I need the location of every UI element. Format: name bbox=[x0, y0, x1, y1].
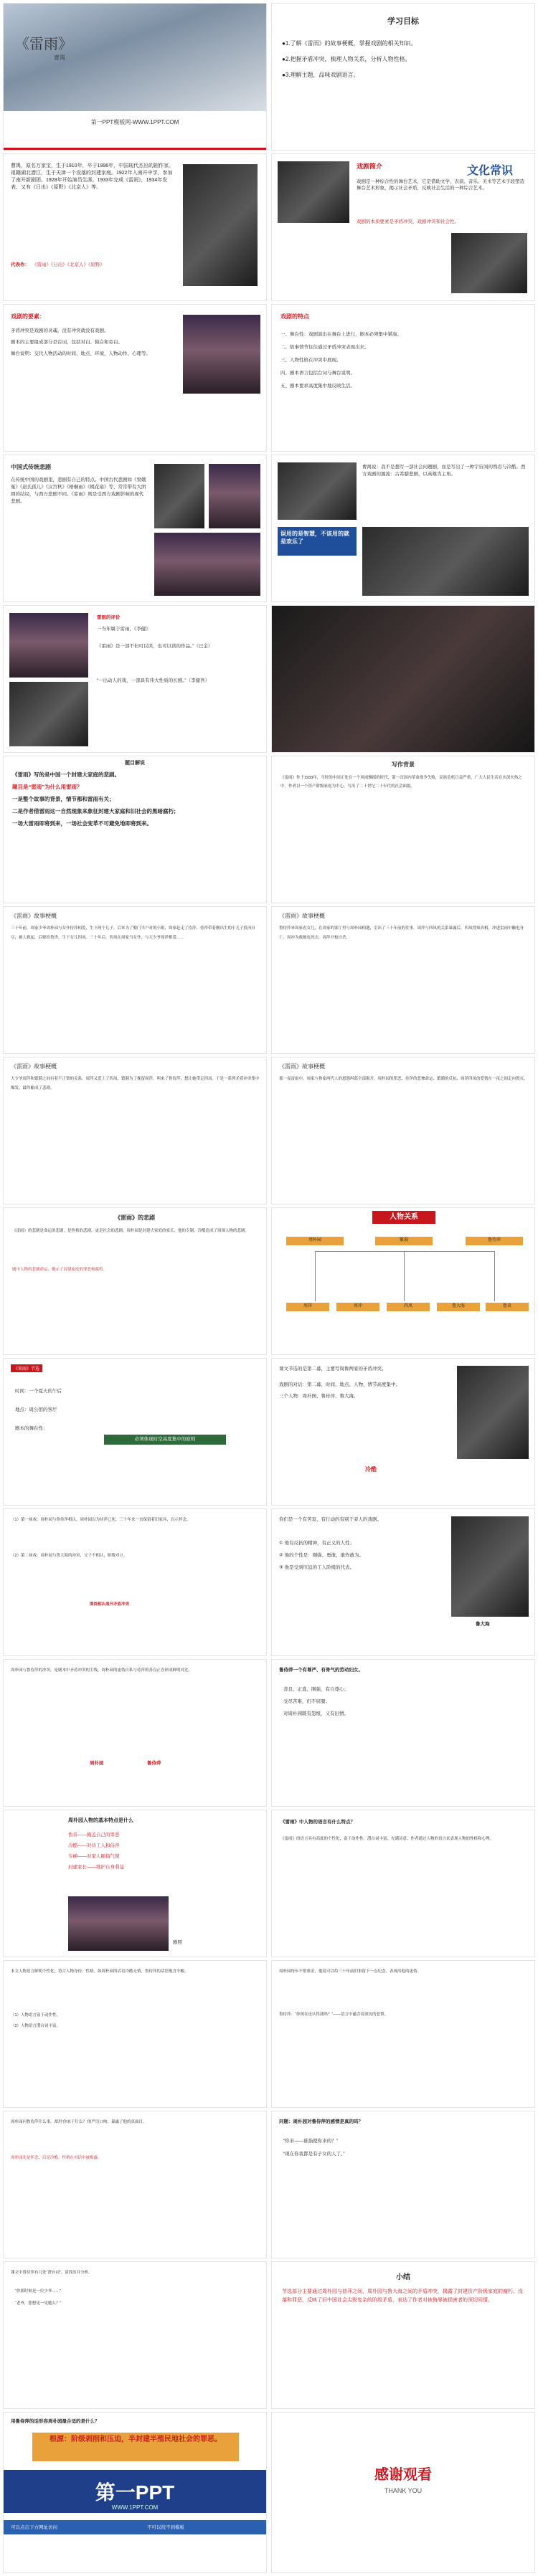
slide-excerpt bbox=[3, 1358, 267, 1506]
zhou-trait-1: 伪善——掩盖自己的罪恶 bbox=[68, 1833, 120, 1838]
lang-1-item-2: （2）人物语言潜台词丰富。 bbox=[11, 2024, 61, 2028]
slide-features bbox=[271, 304, 535, 452]
slide-summary bbox=[271, 2261, 535, 2409]
slide-subtext bbox=[3, 2261, 267, 2409]
zhou-trait-3: 专横——对家人颐指气使 bbox=[68, 1854, 120, 1859]
node-zhou: 周朴园 bbox=[286, 1237, 344, 1245]
element-item-2: 剧本的主要组成部分是台词，包括对白、独白和旁白。 bbox=[11, 340, 123, 345]
dahai-photo bbox=[451, 1516, 529, 1617]
plot-3-title: 《雷雨》故事梗概 bbox=[11, 1063, 57, 1070]
node-feng: 四凤 bbox=[387, 1303, 430, 1311]
slide-empty-photo bbox=[271, 605, 535, 753]
excerpt-tag: 《雷雨》节选 bbox=[11, 1364, 42, 1372]
zhou-stage-photo bbox=[68, 1896, 169, 1951]
lang-1-text: 本文人物语言鲜明个性化，符合人物身份、性格。如周朴园的话语冷酷无情，鲁侍萍的话语饱含辛酸。 bbox=[11, 1969, 189, 1974]
slide-western bbox=[271, 455, 535, 602]
plot-1-text: 三十年前，周家少爷周朴园与女仆侍萍相爱，生下两个儿子。后来为了娶门当户对的小姐，周家赶走了侍萍。侍萍带着刚出生的小儿子投河自尽，被人救起，后嫁给鲁贵，生下女儿四凤。三十年后，四凤在周家当女仆，与大少爷周萍相爱…… bbox=[11, 926, 256, 940]
rain-photo bbox=[4, 4, 267, 111]
slide-conflict-2 bbox=[3, 1659, 267, 1807]
author-intro: 曹禺，原名万家宝，生于1910年，卒于1996年，中国现代杰出的剧作家。祖籍湖北潜江，生于天津一个没落的封建家庭。1922年入南开中学，参加了南开新剧团。1928年开始演员生涯。1933年完成《雷雨》，1934年发表，又有《日出》《原野》《北京人》等。 bbox=[11, 163, 174, 190]
scene-line-2: 三个人物：周朴园、鲁侍萍、鲁大海。 bbox=[279, 1394, 359, 1399]
node-lu: 鲁侍萍 bbox=[466, 1237, 523, 1245]
thanks-text: 感谢观看 bbox=[374, 2467, 432, 2483]
conflict-2-text: 周朴园与鲁侍萍的冲突，是剧本中矛盾冲突的主线。周朴园的虚伪自私与侍萍的善良正直形成鲜明对比。 bbox=[11, 1668, 193, 1673]
slide-reviews bbox=[3, 605, 267, 753]
node-dahai: 鲁大海 bbox=[437, 1303, 480, 1311]
western-photo bbox=[278, 462, 357, 520]
culture-badge: 文化常识 bbox=[467, 165, 514, 177]
slide-lang-2 bbox=[271, 1960, 535, 2108]
feature-item-2: 二、故事情节往往通过矛盾冲突表现出来。 bbox=[280, 345, 369, 350]
slide-relations bbox=[271, 1207, 535, 1355]
works-label: 代表作： bbox=[11, 262, 29, 267]
tragedy-type-title: 中国式传统悲剧 bbox=[11, 464, 51, 470]
node-gui: 鲁贵 bbox=[486, 1303, 529, 1311]
root-answer: 根源：阶级剥削和压迫，半封建半殖民地社会的罪恶。 bbox=[32, 2433, 239, 2461]
dahai-label: 鲁大海 bbox=[476, 1622, 490, 1627]
slide-plot-1 bbox=[3, 906, 267, 1054]
plot-4-text: 那一夜雷雨中，周家与鲁家两代人的恩怨纠葛全部揭开。周朴园的罪恶、侍萍的悲惨命运、繁漪的反抗、周萍四凤的爱情在一夜之间走向毁灭。 bbox=[279, 1077, 528, 1081]
plot-1-title: 《雷雨》故事梗概 bbox=[11, 913, 57, 919]
review-quote-2: 《雷雨》是一部不但可以读，也可以读的作品。”（巴金） bbox=[97, 644, 213, 649]
lang-3-text: 周朴园问鲁侍萍什么事，却用‘你来干什么？’的严厉口吻，暴露了他的真面目。 bbox=[11, 2120, 147, 2124]
drama-intro-text: 戏剧是一种综合性的舞台艺术，它是借助文学、表演、音乐、美术等艺术手段塑造舞台艺术形象，揭示社会矛盾，反映社会生活的一种综合艺术。 bbox=[357, 179, 524, 191]
drama-stage-photo bbox=[183, 315, 260, 394]
zhou-trait-4: 封建家长——维护自身利益 bbox=[68, 1865, 124, 1870]
background-text: 《雷雨》作于1933年，当时的中国正处在一个风雨飘摇的时代，第一次国内革命战争失败，民族危机日益严重，广大人民生活在水深火热之中。作者以一个资产阶级家庭为中心，写出了二十世纪二十年代的社会面貌。 bbox=[280, 776, 522, 789]
author-name: 曹禺 bbox=[54, 54, 65, 61]
goal-3: ●3.理解主题，品味戏剧语言。 bbox=[282, 72, 359, 78]
scene-photo bbox=[457, 1366, 529, 1459]
slide-tragedy-type bbox=[3, 455, 267, 602]
slide-plot-3 bbox=[3, 1057, 267, 1204]
lang-2-text2: 鲁侍萍：“你现在还认得我吗？”——语言中蕴含着深沉的悲愤。 bbox=[279, 2012, 389, 2017]
elements-title: 戏剧的要素： bbox=[11, 313, 45, 320]
subtext-text: 课文中鲁侍萍有几处“潜台词”，请找出并分析。 bbox=[11, 2271, 93, 2275]
slide-lang-3 bbox=[3, 2111, 267, 2258]
drama-intro-title: 戏剧简介 bbox=[357, 163, 383, 170]
review-title: 雷雨的评价 bbox=[97, 615, 121, 620]
slide-tragedy bbox=[3, 1207, 267, 1355]
excerpt-principle: 必须体现时空高度集中的原则 bbox=[104, 1435, 226, 1445]
slide-language bbox=[271, 1810, 535, 1957]
slide-scene bbox=[271, 1358, 535, 1506]
shiping-item-1: 善良、正直、刚强，有自尊心； bbox=[283, 1687, 349, 1692]
element-item-1: 矛盾冲突是戏剧的灵魂，没有冲突就没有戏剧。 bbox=[11, 328, 109, 333]
background-title: 写作背景 bbox=[392, 761, 415, 768]
slide-goals bbox=[271, 3, 535, 151]
language-text: 《雷雨》的语言具有高度的个性化，富于动作性，潜台词丰富，充满诗意。作者通过人物的语言来表现人物的性格和心理。 bbox=[280, 1837, 494, 1841]
lang-2-text: 周朴园每年不惜重金，他说可以给三十年前旧事留下一点纪念，表现出他的虚伪。 bbox=[279, 1969, 422, 1974]
scene-label: 冷酷 bbox=[365, 1466, 377, 1473]
question-line-1: “你来——谁指使你来的？” bbox=[283, 2139, 338, 2144]
features-title: 戏剧的特点 bbox=[280, 313, 309, 320]
node-chong: 周冲 bbox=[336, 1303, 379, 1311]
plot-2-title: 《雷雨》故事梗概 bbox=[279, 913, 325, 919]
zhou-photo-caption: 剧照 bbox=[173, 1940, 182, 1945]
explain-line-2: 题目是“雷雨”为什么用雷雨？ bbox=[12, 784, 82, 790]
excerpt-time: 时间：一个夏天的午后 bbox=[15, 1389, 62, 1394]
slide-elements bbox=[3, 304, 267, 452]
relations-title: 人物关系 bbox=[372, 1211, 435, 1224]
review-photo-2 bbox=[9, 682, 88, 746]
tragedy-type-text: 在传统中国的戏剧里，悲剧有自己的特点。中国古代悲剧如《窦娥冤》《赵氏孤儿》《汉宫秋》《梧桐雨》《桃花扇》等，常常带有大团圆的结局，与西方悲剧不同。《雷雨》则是受西方戏剧影响的现代悲剧。 bbox=[11, 477, 146, 504]
slide-thanks bbox=[271, 2412, 535, 2573]
dahai-item-3: ③ 他是受到压迫的工人阶级的代表。 bbox=[279, 1565, 355, 1570]
play-photo-1 bbox=[154, 464, 204, 528]
thanks-sub: THANK YOU bbox=[384, 2487, 423, 2494]
slide-question bbox=[271, 2111, 535, 2258]
plot-2-text: 鲁侍萍来周家看女儿，在周家的客厅里与周朴园相遇，引出了三十年前的往事。周萍与四凤的关系暴露后，四凤得知真相，冲进雷雨中触电身亡，周冲为救她也死去，周萍开枪自杀。 bbox=[279, 926, 524, 940]
tragedy-red-text: 剧中人物的悲剧命运，揭示了封建家庭的罪恶和腐朽。 bbox=[12, 1268, 108, 1272]
question-text: 问题：周朴园对鲁侍萍的感情是真的吗？ bbox=[279, 2119, 363, 2124]
dahai-item-1: ① 他有反抗的精神，有正义的人性； bbox=[279, 1541, 355, 1546]
dahai-text: 你们是一个有苦衷、有行动的有别于旁人的戏剧。 bbox=[279, 1517, 382, 1522]
title-explain-subtitle: 题目解说 bbox=[125, 761, 145, 766]
quote-box: 误用的是智慧，不该用的就是欢乐了 bbox=[278, 527, 357, 556]
summary-text: 节选部分主要通过周朴园与侍萍之间、周朴园与鲁大海之间的矛盾冲突，揭露了封建资产阶级家庭的腐朽、没落和罪恶，反映了旧中国社会尖锐复杂的阶级矛盾，表达了作者对被侮辱被损害者的深切同情。 bbox=[282, 2289, 523, 2303]
explain-line-5: 一场大雷雨即将到来，一场社会变革不可避免地即将到来。 bbox=[12, 820, 152, 827]
explain-line-4: 二是作者借雷雨这一自然现象来象征封建大家庭和旧社会的黑暗腐朽； bbox=[12, 808, 179, 814]
western-text: 曹禺说：我不是想写一部社会问题剧，而是写出了一种宇宙间的残忍与冷酷。西方戏剧的源流：古希腊悲剧，以英雄为主角。 bbox=[362, 465, 526, 477]
question-line-2: “现在你我都是有子女的人了。” bbox=[283, 2152, 345, 2157]
explain-line-3: 一是整个故事的背景，情节都和雷雨有关； bbox=[12, 796, 115, 802]
slide-plot-4 bbox=[271, 1057, 535, 1204]
lang-1-item-1: （1）人物语言富于动作性。 bbox=[11, 2013, 61, 2017]
conflict-1-red: 围绕相认展开矛盾冲突 bbox=[90, 1602, 130, 1607]
tragedy-title: 《雷雨》的悲剧 bbox=[115, 1215, 155, 1221]
scene-text: 课文节选的是第二幕，主要写周鲁两家的矛盾冲突。 bbox=[279, 1367, 387, 1372]
footer-left: 可以点击下方网址访问 bbox=[11, 2525, 57, 2530]
shiping-item-3: 对周朴园既有怨恨，又有旧情。 bbox=[283, 1711, 349, 1716]
zhou-traits-title: 周朴园人物的基本特点是什么 bbox=[68, 1818, 133, 1823]
goal-2: ●2.把握矛盾冲突，梳理人物关系，分析人物性格。 bbox=[282, 56, 411, 62]
element-item-3: 舞台说明：交代人物活动的时间、地点、环境，人物动作、心理等。 bbox=[11, 351, 151, 356]
template-banner: 第一PPT模板网-WWW.1PPT.COM bbox=[90, 119, 179, 125]
drama-intro-text2: 戏剧的本质要素是矛盾冲突，戏剧冲突和社会性。 bbox=[357, 219, 459, 224]
subtext-line-1: “你那时候是一位少爷……” bbox=[15, 2289, 62, 2294]
tragedy-text: 《雷雨》的悲剧是命运的悲剧，是性格的悲剧，更是社会的悲剧。周朴园是封建大家庭的家长，他的专制、冷酷造成了周围人物的悲剧。 bbox=[12, 1229, 250, 1233]
slide-title-explain bbox=[3, 756, 267, 903]
slide-drama-intro bbox=[271, 153, 535, 301]
language-title: 《雷雨》中人物的语言有什么特点？ bbox=[280, 1820, 355, 1825]
slide-root-cause bbox=[3, 2412, 267, 2573]
conflict-2-red: 周朴园 bbox=[90, 1761, 104, 1766]
feature-item-1: 一、舞台性：戏剧演出在舞台上进行，剧本必须集中紧凑。 bbox=[280, 332, 402, 337]
slide-shiping bbox=[271, 1659, 535, 1807]
lang-3-red: 周朴园先是怀念，后是冷酷，性格在对话中被揭露。 bbox=[11, 2156, 102, 2160]
slide-title-text: 《雷雨》 bbox=[15, 35, 72, 52]
plot-3-text: 大少爷周萍和繁漪之间有着不正常的关系，周萍又爱上了四凤。繁漪为了挽留周萍，叫来了鲁侍萍，想让她带走四凤。于是一系列矛盾冲突集中爆发，最终酿成了悲剧。 bbox=[11, 1077, 260, 1090]
slide-background bbox=[271, 756, 535, 903]
review-quote-1: 一当年属于雷雨，《李健》 bbox=[97, 627, 151, 632]
logo-url: WWW.1PPT.COM bbox=[111, 2504, 159, 2511]
conflict-2-red2: 鲁侍萍 bbox=[147, 1761, 161, 1766]
node-fan: 繁漪 bbox=[375, 1237, 433, 1245]
stage-photo bbox=[278, 161, 349, 223]
slide-plot-2 bbox=[271, 906, 535, 1054]
shiping-item-2: 受尽苦难，仍不屈服； bbox=[283, 1699, 330, 1704]
node-ping: 周萍 bbox=[286, 1303, 329, 1311]
slide-zhou-traits bbox=[3, 1810, 267, 1957]
footer-right: 不可以找不到模板 bbox=[147, 2525, 184, 2530]
scene-line-1: 戏剧的对话：第二幕，时间、地点、人物、情节高度集中。 bbox=[279, 1382, 400, 1387]
performance-photo bbox=[451, 233, 527, 293]
goal-1: ●1.了解《雷雨》的故事梗概，掌握戏剧的相关知识。 bbox=[282, 40, 417, 47]
shiping-text: 鲁侍萍一个有尊严、有骨气的劳动妇女。 bbox=[279, 1668, 363, 1673]
zhou-trait-2: 冷酷——对待工人和侍萍 bbox=[68, 1843, 120, 1848]
feature-item-4: 四、剧本语言包括台词与舞台说明。 bbox=[280, 371, 355, 376]
logo: 第一PPT bbox=[95, 2481, 175, 2504]
feature-item-5: 五、剧本要求高度集中地反映生活。 bbox=[280, 384, 355, 389]
western-stage-photo bbox=[362, 527, 529, 596]
summary-title: 小结 bbox=[396, 2273, 410, 2281]
review-quote-3: “一出动人的戏，一部具有伟大性质的长剧。”（李健吾） bbox=[97, 678, 210, 683]
feature-item-3: 三、人物性格在冲突中展现。 bbox=[280, 358, 341, 363]
explain-line-1: 《雷雨》写的是中国一个封建大家庭的悲剧。 bbox=[12, 771, 120, 778]
slide-lang-1 bbox=[3, 1960, 267, 2108]
dahai-item-2: ② 他的个性是：刚强、勇敢、敢作敢为。 bbox=[279, 1553, 364, 1558]
subtext-line-2: “老爷，您想见一见她么？” bbox=[15, 2301, 62, 2306]
slide-conflict-1 bbox=[3, 1508, 267, 1656]
review-photo-1 bbox=[9, 613, 88, 678]
author-portrait bbox=[183, 164, 258, 286]
play-photo-3 bbox=[154, 533, 260, 596]
slide-author bbox=[3, 153, 267, 301]
conflict-1-text: （1）第一场戏：周朴园与鲁侍萍相认。周朴园以为侍萍已死，三十年来一直保留着旧家具，以示怀念。 bbox=[11, 1518, 191, 1522]
excerpt-place: 地点：周公馆的客厅 bbox=[15, 1407, 57, 1412]
plot-4-title: 《雷雨》故事梗概 bbox=[279, 1063, 325, 1070]
rain-stage-photo bbox=[272, 606, 535, 753]
works-list: 《雷雨》《日出》《北京人》《原野》 bbox=[32, 262, 105, 267]
slide-title bbox=[3, 3, 267, 151]
root-question: 用鲁侍萍的话形容周朴园最合适的是什么？ bbox=[11, 2419, 100, 2424]
play-photo-2 bbox=[209, 464, 260, 528]
conflict-1-text2: （2）第二场戏：周朴园与鲁大海的冲突，父子不相认，阶级对立。 bbox=[11, 1554, 128, 1558]
excerpt-stage: 剧本的舞台性： bbox=[15, 1426, 48, 1431]
slide-dahai bbox=[271, 1508, 535, 1656]
goals-title: 学习目标 bbox=[387, 17, 419, 26]
